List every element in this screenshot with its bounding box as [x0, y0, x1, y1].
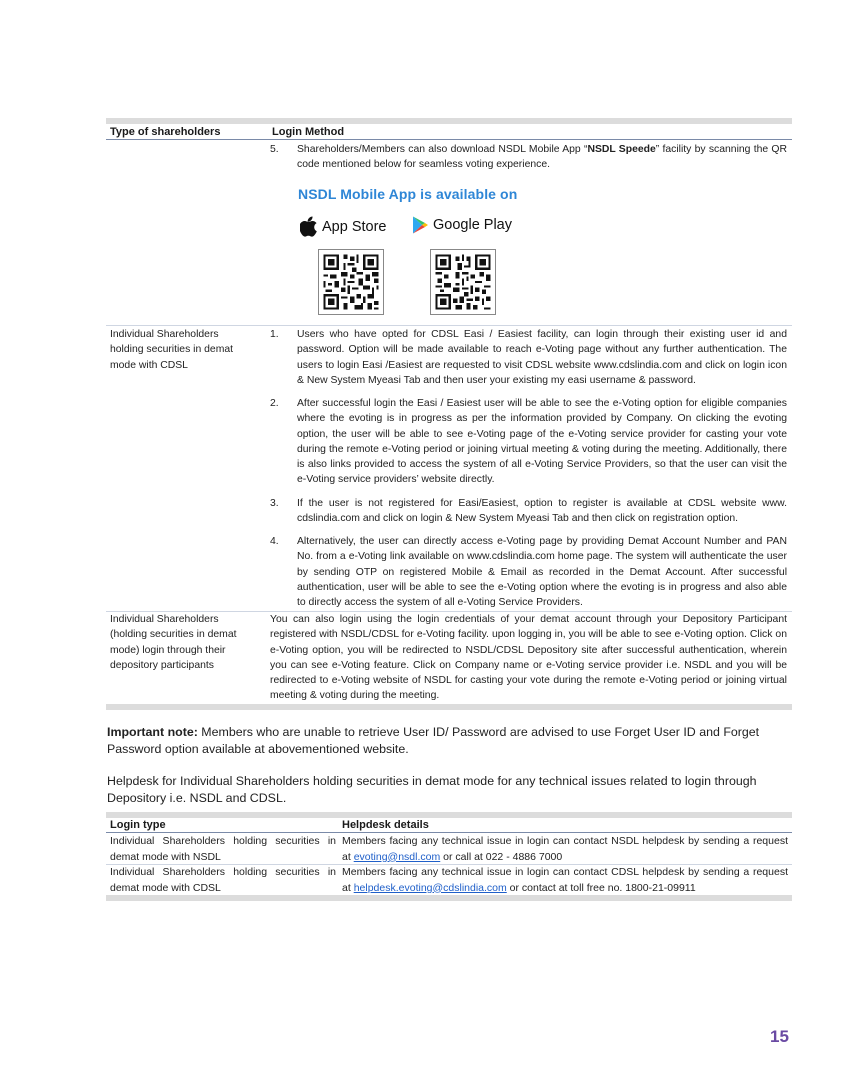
important-note: Important note: Members who are unable to retrieve User ID/ Password are advised to use Forget User ID and Forget Password option available at abovementioned website.	[107, 725, 760, 756]
app-store-qr-code	[318, 249, 384, 315]
item-number: 3.	[270, 498, 279, 509]
cdsl-email-link[interactable]: helpdesk.evoting@cdslindia.com	[353, 881, 507, 894]
google-play-badge[interactable]	[412, 216, 512, 234]
google-play-icon	[412, 216, 429, 234]
app-store-label: App Store	[322, 218, 387, 235]
nsdl-app-banner-title: NSDL Mobile App is available on	[298, 186, 518, 202]
item-number: 4.	[270, 536, 279, 547]
helpdesk-intro: Helpdesk for Individual Shareholders holding securities in demat mode for any technical issues related to login through Depository i.e. NSDL and CDSL.	[107, 774, 757, 805]
table1-row-separator	[106, 325, 792, 326]
table1-bottom-bar	[106, 704, 792, 710]
item-number: 1.	[270, 329, 279, 340]
helpdesk-nsdl: Members facing any technical issue in login can contact NSDL helpdesk by sending a request at evoting@nsdl.com or call at 022 - 4886 7000	[342, 835, 788, 863]
login-type-nsdl: Individual Shareholders holding securities in demat mode with NSDL	[110, 835, 336, 863]
helpdesk-cdsl: Members facing any technical issue in login can contact CDSL helpdesk by sending a request at helpdesk.evoting@cdslindia.com or contact at toll free no. 1800-21-09911	[342, 866, 788, 894]
apple-icon	[300, 216, 318, 237]
cdsl-item-2: After successful login the Easi / Easiest user will be able to see the e-Voting option for eligible companies where the evoting is in progress as per the information provided by Company. On clicking the evoting option, the user will be able to see e-Voting page of the e-Voting service provider for casting your vote during the remote e-Voting period or joining virtual meeting & voting during the meeting. Additionally, there is also links provided to access the system of all e-Voting Service Providers, so that the user can visit the e-Voting service providers’ website directly.	[297, 398, 787, 486]
item-number: 2.	[270, 398, 279, 409]
cdsl-item-1: Users who have opted for CDSL Easi / Easiest facility, can login through their existing user id and password. Option will be made available to reach e-Voting page without any further authentication. The users to login Easi /Easiest are requested to visit CDSL website www.cdslindia.com and click on login icon & New System Myeasi Tab and then user your existing my easi username & password.	[297, 329, 787, 386]
col-login-method: Login Method	[272, 126, 345, 138]
col-type-of-shareholders: Type of shareholders	[110, 126, 221, 138]
col-helpdesk-details: Helpdesk details	[342, 819, 429, 831]
page-number: 15	[770, 1027, 789, 1046]
cdsl-item-3: If the user is not registered for Easi/Easiest, option to register is available at CDSL website www. cdslindia.com and click on login & New System Myeasi Tab and then click on registration option.	[297, 498, 787, 525]
dp-row-label: Individual Shareholders (holding securities in demat mode) login through their depository participants	[110, 614, 237, 671]
nsdl-email-link[interactable]: evoting@nsdl.com	[353, 850, 441, 863]
nsdl-speede-bold: NSDL Speede	[587, 144, 656, 155]
item-number: 5.	[270, 144, 279, 155]
cdsl-item-4: Alternatively, the user can directly access e-Voting page by providing Demat Account Number and PAN No. from a e-Voting link available on www.cdslindia.com home page. The system will authenticate the user by sending OTP on registered Mobile & Email as recorded in the Demat Account. After successful authentication, user will be able to see the e-Voting option where the evoting is in progress and also able to directly access the system of all e-Voting Service Providers.	[297, 536, 787, 609]
col-login-type: Login type	[110, 819, 166, 831]
table2-header	[106, 818, 792, 833]
google-play-qr-code	[430, 249, 496, 315]
app-store-badge[interactable]	[300, 216, 387, 237]
google-play-label: Google Play	[433, 217, 512, 233]
login-type-cdsl: Individual Shareholders holding securities in demat mode with CDSL	[110, 866, 336, 894]
important-note-label: Important note:	[107, 725, 198, 739]
nsdl-app-text: Shareholders/Members can also download NSDL Mobile App “NSDL Speede” facility by scanning the QR code mentioned below for seamless voting experience.	[297, 144, 787, 171]
dp-row-text: You can also login using the login credentials of your demat account through your Depository Participant registered with NSDL/CDSL for e-Voting facility. upon logging in, you will be able to see e-Voting option. Click on e-Voting option, you will be redirected to NSDL/CDSL Depository site after successful authentication, wherein you can see e-Voting feature. Click on Company name or e-Voting service provider i.e. NSDL and you will be redirected to e-Voting website of NSDL for casting your vote during the remote e-Voting period or joining virtual meeting & voting during the meeting.	[270, 614, 787, 702]
table1-header	[106, 124, 792, 140]
table2-bottom-bar	[106, 895, 792, 901]
cdsl-row-label: Individual Shareholders holding securities in demat mode with CDSL	[110, 329, 234, 371]
